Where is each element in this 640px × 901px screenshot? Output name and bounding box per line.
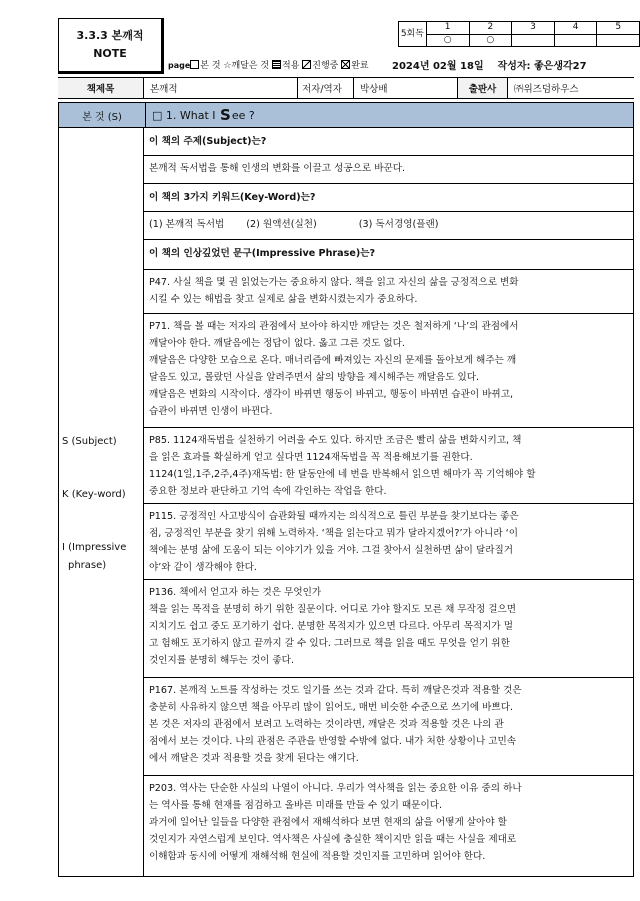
- section-question-suffix: ee ?: [231, 108, 255, 122]
- section-question-big: S: [220, 106, 231, 124]
- round-2-mark: ○: [469, 34, 512, 47]
- round-4-mark: [554, 34, 597, 47]
- rounds-label: 5회독: [399, 22, 427, 47]
- question-keywords: 이 책의 3가지 키워드(Key-Word)는?: [144, 184, 634, 212]
- checkbox-icon: [190, 60, 199, 69]
- legend-page: page: [168, 61, 191, 70]
- label-impressive: I (Impressive: [62, 542, 127, 553]
- book-title-label: 책제목: [58, 78, 144, 98]
- label-keyword: K (Key-word): [62, 489, 126, 500]
- book-title: 본깨적: [144, 78, 298, 98]
- label-phrase: phrase): [68, 560, 107, 571]
- section-bar-right: [146, 103, 633, 127]
- note-date: 2024년 02월 18일: [392, 61, 484, 72]
- round-1-mark: ○: [426, 34, 469, 47]
- author-col-label: 저자/역자: [298, 78, 354, 98]
- reading-rounds-table: [398, 21, 640, 47]
- checkbox-half-icon: [302, 60, 311, 69]
- note-date-author: [392, 57, 587, 72]
- legend-jeok: 적용: [282, 61, 300, 71]
- checkbox-x-icon: [341, 60, 350, 69]
- question-subject: 이 책의 주제(Subject)는?: [144, 128, 634, 156]
- book-author: 박상배: [354, 78, 458, 98]
- legend-kkae: 깨달은 것: [231, 61, 270, 71]
- legend-done: 완료: [351, 61, 369, 71]
- section-bar: [58, 102, 634, 128]
- round-3: 3: [512, 22, 555, 35]
- legend: [168, 58, 369, 71]
- keyword-2: (2) 원액션(실천): [246, 219, 317, 230]
- phrase-p85: P85. 1124재독법을 실천하기 어려울 수도 있다. 하지만 조금은 빨리 삶을 변화시키고, 책 을 읽은 효과를 확실하게 얻고 싶다면 1124재독법을 꼭 적용해보기를 권한다. 1124(1일,1주,2주,4주)재독법: 한 달동안에 네 번을 반복해서 읽으면 해마가 꼭 기억해야 할 중요한 정보라 판단하고 기억 속에 각인하는 작업을 한다.: [144, 428, 634, 504]
- question-phrases: 이 책의 인상깊었던 문구(Impressive Phrase)는?: [144, 240, 634, 270]
- round-3-mark: [512, 34, 555, 47]
- round-5-mark: [597, 34, 640, 47]
- checkbox-icon: [272, 60, 281, 69]
- publisher: ㈜위즈덤하우스: [514, 84, 579, 95]
- publisher-label: 출판사: [458, 78, 508, 98]
- phrase-p167: P167. 본깨적 노트를 작성하는 것도 일기를 쓰는 것과 같다. 특히 깨달은것과 적용할 것은 충분히 사유하지 않으면 책을 아무리 많이 읽어도, 매번 비슷한 수준으로 쓰기에 바쁘다. 본 것은 저자의 관점에서 보려고 노력하는 것이라면, 깨달은 것과 적용할 것은 나의 관 점에서 보는 것이다. 나의 관점은 주관을 반영할 수밖에 없다. 내가 처한 상황이나 고민속 에서 깨달은 것과 적용할 것을 찾게 된다는 얘기다.: [144, 678, 634, 776]
- legend-ing: 진행중: [312, 61, 339, 71]
- round-4: 4: [554, 22, 597, 35]
- note-author: 작성자: 좋은생각27: [497, 61, 587, 72]
- round-5: 5: [597, 22, 640, 35]
- note-title-box: [58, 18, 164, 74]
- phrase-p115: P115. 긍정적인 사고방식이 습관화될 때까지는 의식적으로 틀린 부분을 찾기보다는 좋은 점, 긍정적인 부분을 찾기 위해 노력하자. ‘책을 읽는다고 뭐가 달라지겠어?’가 아니라 ‘이 책에는 분명 삶에 도움이 되는 이야기가 있을 거야. 그걸 찾아서 실천하면 삶이 달라질거 야’와 같이 생각해야 한다.: [144, 504, 634, 580]
- label-subject: S (Subject): [62, 436, 117, 447]
- round-1: 1: [426, 22, 469, 35]
- section-question-prefix: □ 1. What I: [152, 108, 216, 122]
- phrase-p136: P136. 책에서 얻고자 하는 것은 무엇인가 책을 읽는 목적을 분명히 하기 위한 질문이다. 어디로 가야 할지도 모른 채 무작정 걸으면 지치기도 쉽고 중도 포기하기 쉽다. 분명한 목적지가 있으면 다르다. 아무리 목적지가 멀 고 험해도 포기하지 않고 끝까지 갈 수 있다. 그러므로 책을 읽을 때도 무엇을 얻기 위한 것인지를 분명히 해두는 것이 좋다.: [144, 580, 634, 678]
- answer-keywords: [144, 212, 634, 240]
- star-icon: ☆: [223, 61, 232, 71]
- keyword-1: (1) 본깨적 독서법: [149, 219, 225, 230]
- legend-bon: 본 것: [200, 61, 221, 71]
- note-label: NOTE: [93, 47, 127, 60]
- keyword-3: (3) 독서경영(플랜): [358, 219, 439, 230]
- section-number: 3.3.3 본깨적: [76, 29, 144, 42]
- book-meta-row: [58, 77, 634, 99]
- answer-subject: 본깨적 독서법을 통해 인생의 변화를 이끌고 성공으로 바꾼다.: [144, 156, 634, 184]
- phrase-p47: P47. 사실 책을 몇 권 읽었는가는 중요하지 않다. 책을 읽고 자신의 삶을 긍정적으로 변화 시킬 수 있는 해법을 찾고 실제로 삶을 변화시켰는지가 중요하다.: [144, 270, 634, 314]
- phrase-p71: P71. 책을 볼 때는 저자의 관점에서 보아야 하지만 깨닫는 것은 철저하게 ‘나’의 관점에서 깨달아야 한다. 깨달음에는 정답이 없다. 옳고 그른 것도 없다. 깨달음은 다양한 모습으로 온다. 매너리즘에 빠져있는 자신의 문제를 돌아보게 해주는 깨 달음도 있고, 몰랐던 사실을 알려주면서 삶의 방향을 제시해주는 깨달음도 있다. 깨달음은 변화의 시작이다. 생각이 바뀌면 행동이 바뀌고, 행동이 바뀌면 습관이 바뀌고, 습관이 바뀌면 인생이 바뀐다.: [144, 314, 634, 428]
- section-bar-left: 본 것 (S): [59, 103, 146, 127]
- round-2: 2: [469, 22, 512, 35]
- phrase-p203: P203. 역사는 단순한 사실의 나열이 아니다. 우리가 역사책을 읽는 중요한 이유 중의 하나 는 역사를 통해 현재를 점검하고 올바른 미래를 만들 수 있기 때문이다. 과거에 일어난 일들을 다양한 관점에서 재해석하다 보면 현재의 삶을 어떻게 살아야 할 것인지가 자연스럽게 보인다. 역사책은 사실에 충실한 책이지만 읽을 때는 사실을 제대로 이해함과 동시에 어떻게 재해석해 현실에 적용할 것인지를 고민하며 읽어야 한다.: [144, 776, 634, 877]
